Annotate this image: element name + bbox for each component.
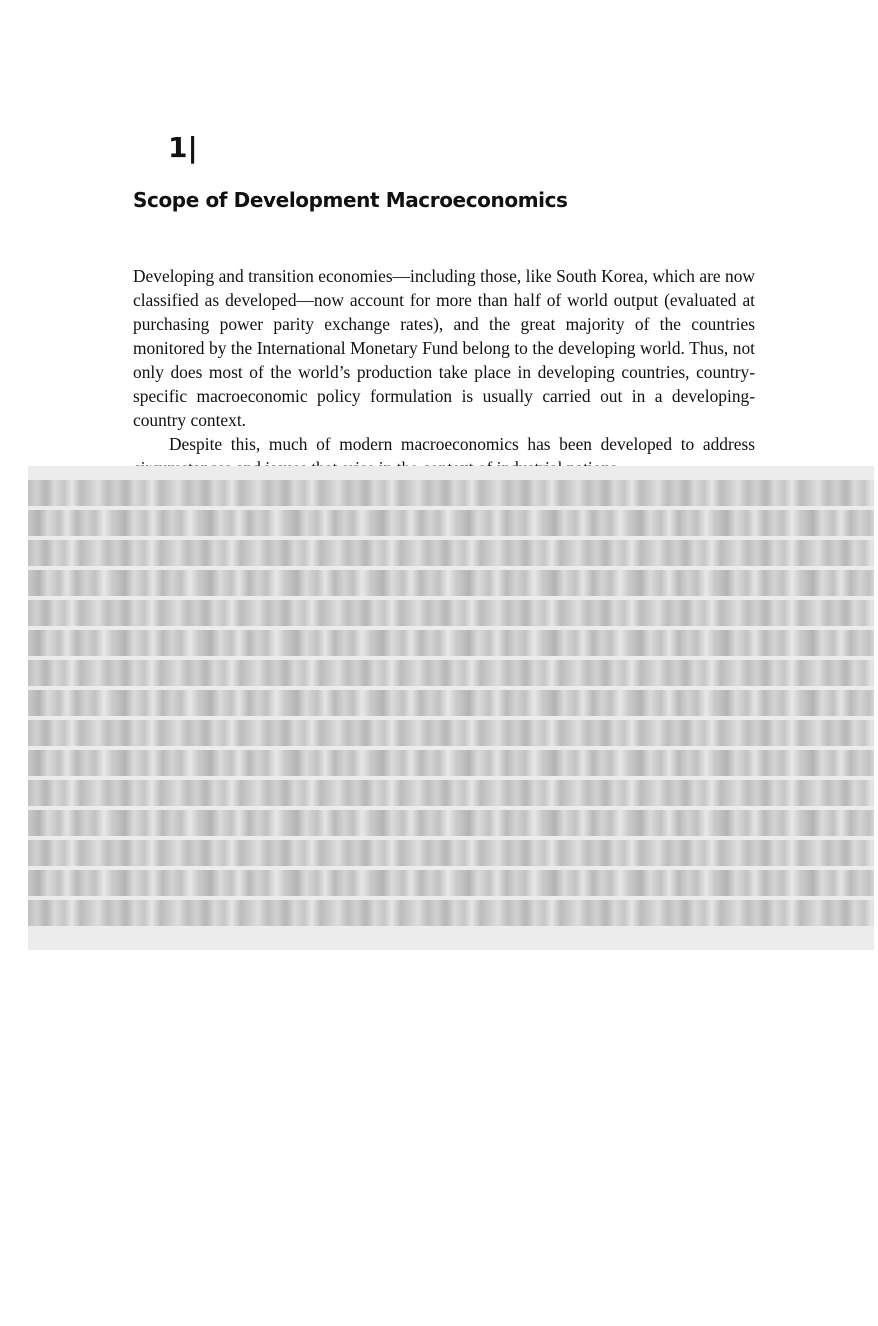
paragraph: Developing and transition economies—including those, like South Korea, which are now classified as developed—now account for more than half of world output (evaluated at purchasing power parity exchange rates), and the great majority of the countries monitored by the International Monetary Fund belong to the developing world. Thus, not only does most of the world’s production take place in developing countries, country-specific macroeconomic policy formulation is usually carried out in a developing-country context. [133, 266, 755, 430]
blurred-line [28, 570, 874, 596]
blurred-line [28, 900, 874, 926]
blurred-line [28, 720, 874, 746]
chapter-number: 1| [168, 131, 198, 164]
blurred-line [28, 780, 874, 806]
blurred-line [28, 540, 874, 566]
blurred-line [28, 630, 874, 656]
blurred-text-region [28, 466, 874, 950]
blurred-line [28, 840, 874, 866]
chapter-title: Scope of Development Macroeconomics [133, 188, 568, 212]
blurred-line [28, 750, 874, 776]
blurred-line [28, 660, 874, 686]
paragraph: Despite this, much of modern macroeconomics has been developed to address [169, 434, 755, 454]
blurred-line [28, 510, 874, 536]
blurred-line [28, 690, 874, 716]
blurred-line [28, 870, 874, 896]
blurred-line [28, 600, 874, 626]
blurred-line [28, 810, 874, 836]
body-text [133, 264, 755, 480]
blurred-line [28, 480, 874, 506]
